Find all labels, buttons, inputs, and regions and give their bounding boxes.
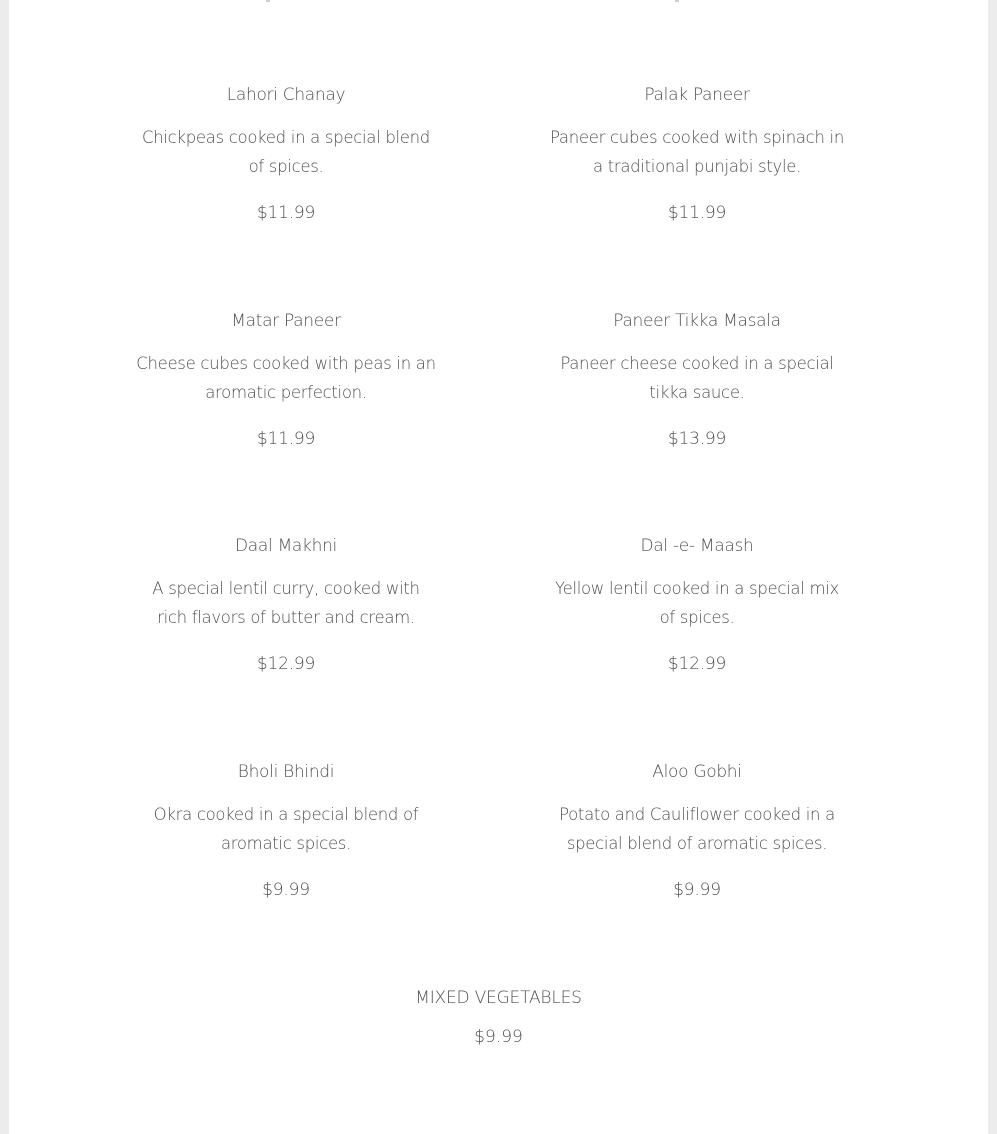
menu-item-name: Aloo Gobhi bbox=[652, 762, 742, 782]
menu-item-description: Chickpeas cooked in a special blend of spices. bbox=[142, 128, 430, 176]
menu-item-name: Palak Paneer bbox=[644, 85, 750, 105]
menu-item-name: Daal Makhni bbox=[235, 536, 337, 556]
menu-item-name: Paneer Tikka Masala bbox=[613, 311, 781, 331]
menu-item-description: Paneer cubes cooked with spinach in a traditional punjabi style. bbox=[550, 128, 844, 176]
menu-item-description: Potato and Cauliflower cooked in a special blend of aromatic spices. bbox=[559, 805, 835, 853]
menu-item-description: Paneer cheese cooked in a special tikka sauce. bbox=[560, 354, 834, 402]
menu-item-description: Okra cooked in a special blend of aromatic spices. bbox=[153, 805, 419, 853]
menu-item-name: Matar Paneer bbox=[231, 311, 341, 331]
menu-item-price: $12.99 bbox=[667, 654, 727, 674]
menu-item-palak-paneer bbox=[547, 84, 847, 224]
menu-item-lahori-chanay bbox=[136, 84, 436, 224]
menu-item-price: $12.99 bbox=[256, 654, 316, 674]
menu-item-price: $13.99 bbox=[667, 429, 727, 449]
menu-item-price: $11.99 bbox=[667, 203, 727, 223]
menu-item-description: Cheese cubes cooked with peas in an aromatic perfection. bbox=[136, 354, 436, 402]
menu-item-description: Yellow lentil cooked in a special mix of spices. bbox=[555, 579, 839, 627]
menu-item-daal-makhni bbox=[136, 535, 436, 675]
menu-page bbox=[9, 0, 988, 1134]
menu-item-price: $11.99 bbox=[256, 203, 316, 223]
menu-item-name: Lahori Chanay bbox=[226, 85, 346, 105]
menu-item-price: $9.99 bbox=[673, 880, 721, 900]
menu-item-name: Bholi Bhindi bbox=[237, 762, 335, 782]
menu-item-mixed-vegetables bbox=[9, 987, 988, 1048]
menu-item-matar-paneer bbox=[136, 310, 436, 450]
menu-item-price: $11.99 bbox=[256, 429, 316, 449]
menu-item-paneer-tikka-masala bbox=[547, 310, 847, 450]
menu-item-price: $9.99 bbox=[474, 1027, 523, 1047]
menu-item-bholi-bhindi bbox=[136, 761, 436, 901]
cut-off-mark bbox=[675, 0, 679, 2]
menu-item-description: A special lentil curry, cooked with rich flavors of butter and cream. bbox=[152, 579, 420, 627]
menu-item-name: Dal -e- Maash bbox=[640, 536, 754, 556]
menu-item-price: $9.99 bbox=[262, 880, 310, 900]
menu-item-name: MIXED VEGETABLES bbox=[415, 988, 582, 1008]
cut-off-mark bbox=[266, 0, 270, 2]
menu-item-dal-e-maash bbox=[547, 535, 847, 675]
menu-item-aloo-gobhi bbox=[547, 761, 847, 901]
